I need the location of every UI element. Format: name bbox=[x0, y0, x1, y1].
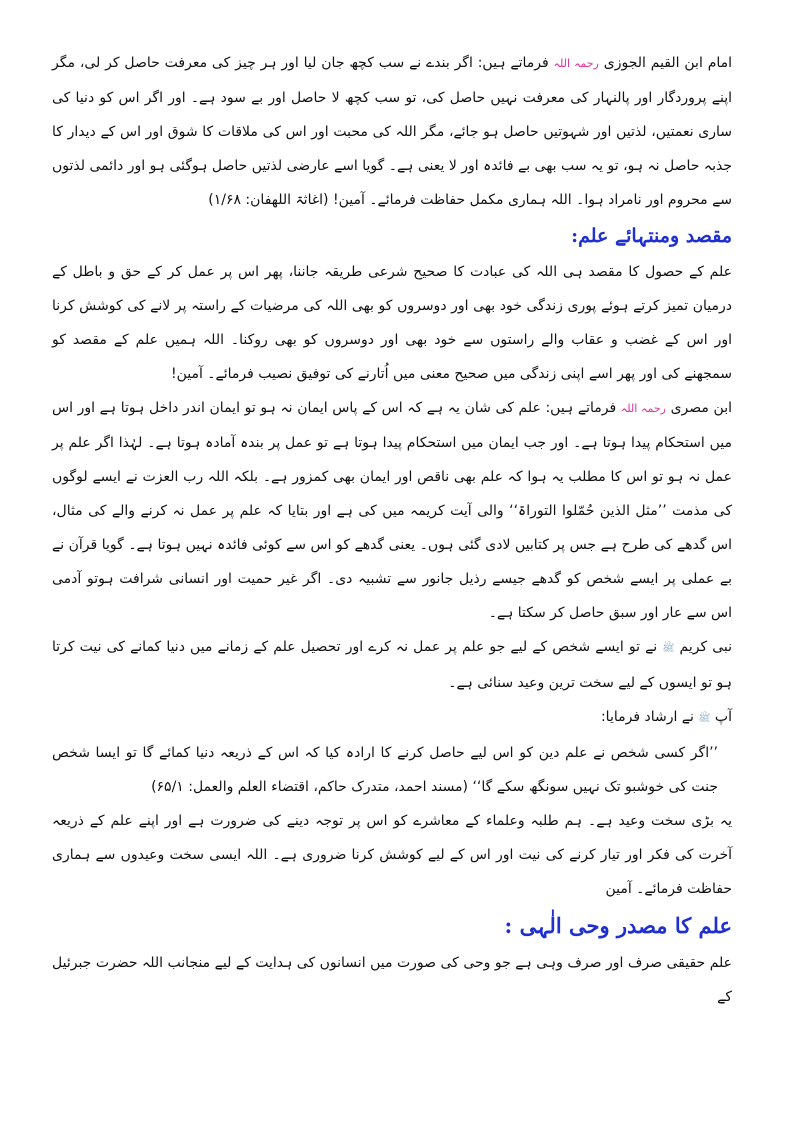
text: آپ bbox=[714, 709, 732, 725]
text: فرماتے ہیں: اگر بندے نے سب کچھ جان لیا اور ہر چیز کی معرفت حاصل کر لی، مگر اپنے پروردگار اور پالنہار کی معرفت نہیں حاصل کی، تو سب کچھ لا حاصل اور بے سود ہے۔ اور اگر اس کو دنیا کی ساری نعمتیں، لذتیں اور شہوتیں حاصل ہو جائے، مگر اللہ کی محبت اور اس کی ملاقات کا شوق اور اس کے دیدار کا جذبہ حاصل نہ ہو، تو یہ سب بھی بے فائدہ اور لا یعنی ہے۔ گویا اسے عارضی لذتیں حاصل ہوگئی ہو اور دائمی لذتوں سے محروم اور نامراد ہوا۔ اللہ ہماری مکمل حفاظت فرمائے۔ آمین! (اغاثۃ اللھفان: ۱/۶۸) bbox=[52, 55, 732, 208]
text: امام ابن القیم الجوزی bbox=[603, 55, 733, 71]
section-heading-source-of-knowledge: علم کا مصدر وحی الٰہی : bbox=[504, 913, 732, 938]
section-heading-purpose-of-knowledge: مقصد ومنتہائے علم: bbox=[571, 225, 732, 247]
honorific-rahimahullah: رحمہ اللہ bbox=[620, 402, 666, 415]
text: فرماتے ہیں: علم کی شان یہ ہے کہ اس کے پاس ایمان نہ ہو تو ایمان اندر داخل ہوتا ہے اور اس میں استحکام پیدا ہوتا ہے۔ اور جب ایمان میں استحکام پیدا ہوتا ہے تو عمل پر بندہ آمادہ ہوتا ہے۔ لہٰذا اگر علم پر عمل نہ ہو تو اس کا مطلب یہ ہوا کہ علم بھی ناقص اور ایمان بھی کمزور ہے۔ بلکہ اللہ رب العزت نے ایسے لوگوں کی مذمت ’’مثل الذین حُمّلوا التوراۃ‘‘ والی آیت کریمہ میں کی ہے اور بتایا کہ علم پر عمل نہ کرنے والے کی مثال، اس گدھے کی طرح ہے جس پر کتابیں لادی گئی ہوں۔ یعنی گدھے کو اس سے کوئی فائدہ نہیں ہوتا ہے۔ گویا قرآن نے بے عملی پر ایسے شخص کو گدھے جیسے رذیل جانور سے تشبیہ دی۔ اگر غیر حمیت اور انسانی شرافت ہوتو آدمی اس سے عار اور سبق حاصل کر سکتا ہے۔ bbox=[52, 400, 732, 621]
paragraph-true-knowledge: علم حقیقی صرف اور صرف وہی ہے جو وحی کی صورت میں انسانوں کی ہدایت کے لیے منجانب اللہ حضرت جبرئیل کے bbox=[52, 955, 732, 1005]
paragraph-ibn-misri bbox=[52, 391, 732, 630]
text: نبی کریم bbox=[679, 639, 733, 655]
paragraph-purpose: علم کے حصول کا مقصد ہی اللہ کی عبادت کا صحیح شرعی طریقہ جاننا، پھر اس پر عمل کر کے حق و باطل کے درمیان تمیز کرتے ہوئے پوری زندگی خود بھی اور دوسروں کو بھی اللہ کی مرضیات کے راستہ پر لانے کی کوشش کرنا اور اس کے غضب و عقاب والے راستوں سے خود بھی اور دوسروں کو بھی روکنا۔ اللہ ہمیں علم کے مقصد کو سمجھنے کی اور پھر اسے اپنی زندگی میں صحیح معنی میں اُتارنے کی توفیق نصیب فرمائے۔ آمین! bbox=[52, 264, 732, 382]
paragraph-prophet-said bbox=[52, 700, 732, 736]
honorific-rahimahullah: رحمہ اللہ bbox=[553, 57, 599, 70]
paragraph-prophet-warning bbox=[52, 630, 732, 700]
paragraph-ibn-qayyim bbox=[52, 46, 732, 217]
text: نے ارشاد فرمایا: bbox=[600, 709, 694, 725]
salutation-mark: ﷺ bbox=[662, 643, 675, 654]
document-body bbox=[52, 46, 732, 1014]
text: ابن مصری bbox=[670, 400, 733, 416]
text: نے تو ایسے شخص کے لیے جو علم پر عمل نہ کرے اور تحصیل علم کے زمانے میں دنیا کمانے کی نیت کرتا ہو تو ایسوں کے لیے سخت ترین وعید سنائی ہے۔ bbox=[52, 639, 732, 691]
paragraph-severe-warning: یہ بڑی سخت وعید ہے۔ ہم طلبہ وعلماء کے معاشرے کو اس پر توجہ دینے کی ضرورت ہے اور اپنے علم کے ذریعہ آخرت کی فکر اور تیار کرنے کی نیت اور اس کے لیے کوشش کرنا ضروری ہے۔ اللہ ایسی سخت وعیدوں سے ہماری حفاظت فرمائے۔ آمین bbox=[52, 813, 732, 897]
salutation-mark: ﷺ bbox=[698, 713, 711, 724]
hadith-quote: ’’اگر کسی شخص نے علم دین کو اس لیے حاصل کرنے کا ارادہ کیا کہ اس کے ذریعہ دنیا کمائے گا تو ایسا شخص جنت کی خوشبو تک نہیں سونگھ سکے گا‘‘ (مسند احمد، متدرک حاکم، اقتضاء العلم والعمل: ۶۵/۱) bbox=[52, 745, 718, 795]
